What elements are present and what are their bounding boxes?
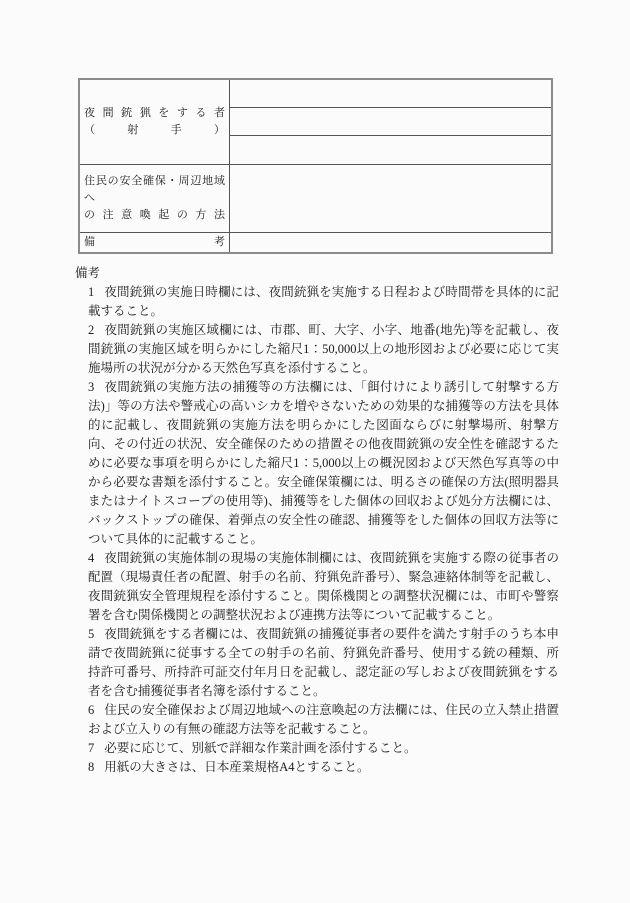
shooter-row-label-line2: （射手） — [84, 124, 225, 136]
notes-section — [75, 264, 559, 777]
note-text-3: 夜間銃猟の実施方法の捕獲等の方法欄には、「餌付けにより誘引して射撃する方法)」等の方法や警戒心の高いシカを増やさないための効果的な捕獲等の方法を具体的に記載し、夜間銃猟の実施方法を明らかにした図面ならびに射撃場所、射撃方向、その付近の状況、安全確保のための措置その他夜間銃猟の安全性を確認するために必要な事項を明らかにした縮尺1：5,000以上の概況図および天然色写真等の中から必要な書類を添付すること。安全確保策欄には、明るさの確保の方法(照明器具またはナイトスコープの使用等)、捕獲等をした個体の回収および処分方法欄には、バックストップの確保、着弾点の安全性の確認、捕獲等をした個体の回収方法等について具体的に記載すること。 — [88, 380, 559, 546]
note-item-8 — [88, 758, 559, 777]
safety-row-label-cell — [80, 165, 230, 233]
note-text-2: 夜間銃猟の実施区域欄には、市郡、町、大字、小字、地番(地先)等を記載し、夜間銃猟の実施区域を明らかにした縮尺1：50,000以上の地形図および必要に応じて実施場所の状況が分かる天然色写真を添付すること。 — [88, 323, 559, 375]
note-number-6: 6 — [88, 703, 95, 717]
safety-row-label-line2: の注意喚起の方法 — [84, 209, 225, 221]
note-number-4: 4 — [88, 551, 95, 565]
safety-value-cell — [230, 165, 551, 233]
note-item-5 — [88, 625, 559, 701]
shooter-value-cell-3 — [230, 136, 551, 165]
form-table — [78, 78, 553, 254]
note-number-5: 5 — [88, 627, 95, 641]
note-item-6 — [88, 701, 559, 739]
notes-heading: 備考 — [75, 266, 101, 280]
remarks-row-label-cell — [80, 233, 230, 252]
safety-row-label-line1: 住民の安全確保・周辺地域へ — [84, 175, 225, 204]
note-text-6: 住民の安全確保および周辺地域への注意喚起の方法欄には、住民の立入禁止措置および立入りの有無の確認方法等を記載すること。 — [88, 703, 559, 736]
shooter-value-cell-1 — [230, 80, 551, 108]
note-number-7: 7 — [88, 741, 95, 755]
note-text-1: 夜間銃猟の実施日時欄には、夜間銃猟を実施する日程および時間帯を具体的に記載すること。 — [88, 285, 559, 318]
note-text-4: 夜間銃猟の実施体制の現場の実施体制欄には、夜間銃猟を実施する際の従事者の配置（現場責任者の配置、射手の名前、狩猟免許番号）、緊急連絡体制等を記載し、夜間銃猟安全管理規程を添付すること。関係機関との調整状況欄には、市町や警察署を含む関係機関との調整状況および連携方法等について記載すること。 — [88, 551, 559, 622]
remarks-value-cell — [230, 233, 551, 252]
note-number-3: 3 — [88, 380, 95, 394]
note-text-5: 夜間銃猟をする者欄には、夜間銃猟の捕獲従事者の要件を満たす射手のうち本申請で夜間銃猟に従事する全ての射手の名前、狩猟免許番号、使用する銃の種類、所持許可番号、所持許可証交付年月日を記載し、認定証の写しおよび夜間銃猟をする者を含む捕獲従事者名簿を添付すること。 — [88, 627, 559, 698]
note-text-8: 用紙の大きさは、日本産業規格A4とすること。 — [104, 760, 370, 774]
note-item-2 — [88, 321, 559, 378]
note-number-1: 1 — [88, 285, 95, 299]
note-item-4 — [88, 549, 559, 625]
shooter-row-label-line1: 夜間銃猟をする者 — [84, 107, 225, 119]
note-item-3 — [88, 378, 559, 549]
note-number-8: 8 — [88, 760, 95, 774]
shooter-value-cell-2 — [230, 108, 551, 136]
note-text-7: 必要に応じて、別紙で詳細な作業計画を添付すること。 — [104, 741, 417, 755]
shooter-row-label-cell — [80, 80, 230, 165]
remarks-row-label: 備考 — [84, 236, 225, 248]
note-number-2: 2 — [88, 323, 95, 337]
note-item-1 — [88, 283, 559, 321]
note-item-7 — [88, 739, 559, 758]
